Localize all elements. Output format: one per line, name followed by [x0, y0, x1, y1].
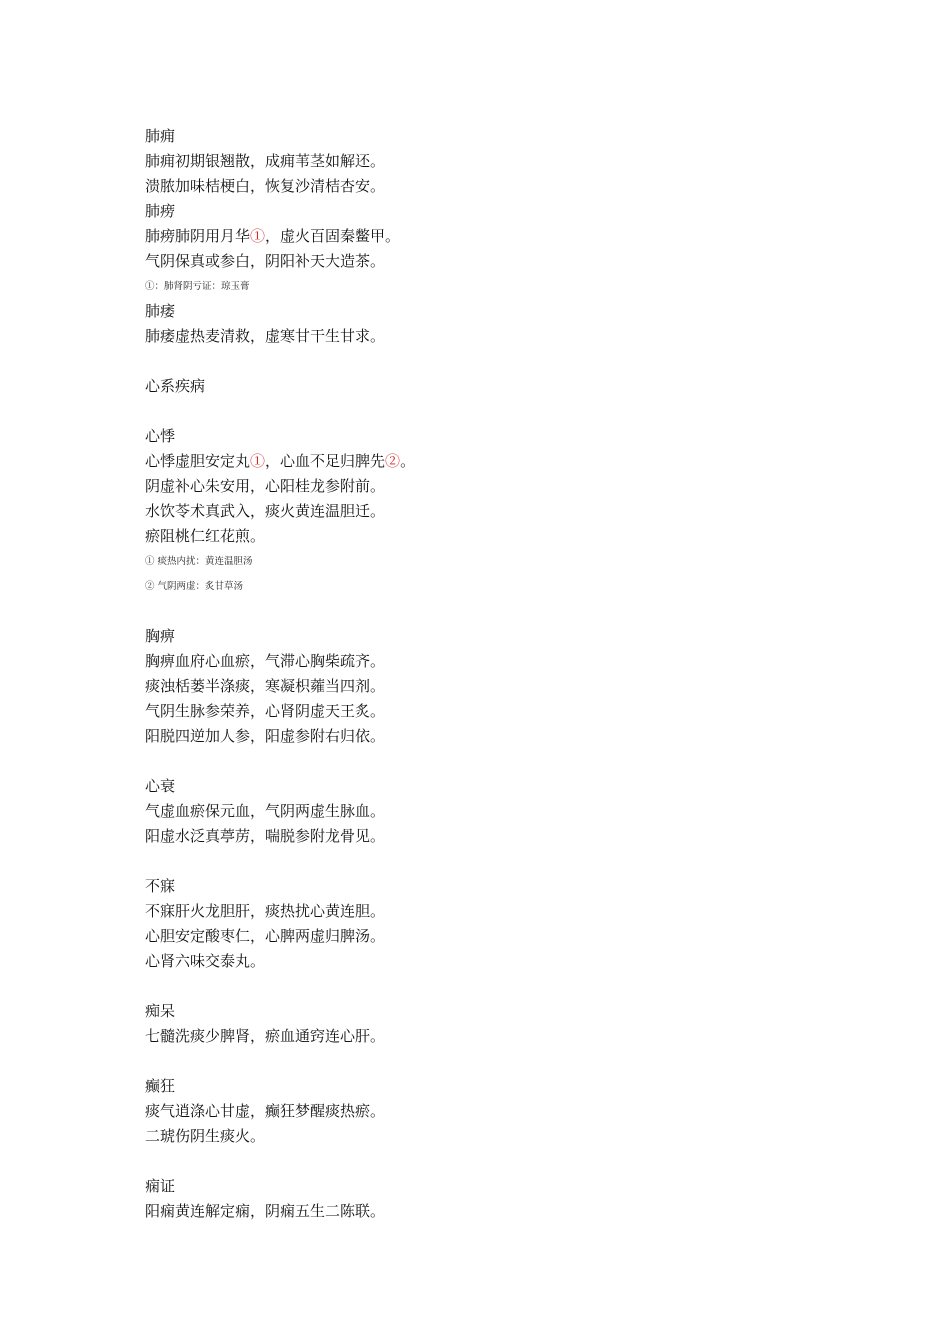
footnote: ② 气阴两虚：炙甘草汤 [145, 581, 244, 592]
verse-line: 心肾六味交泰丸。 [145, 952, 266, 970]
section-title-fei-yong: 肺痈 [145, 127, 176, 145]
verse-line: 肺痈初期银翘散，成痈苇茎如解还。 [145, 152, 386, 170]
verse-line: 不寐肝火龙胆肝，痰热扰心黄连胆。 [145, 902, 386, 920]
verse-line: 气虚血瘀保元血，气阴两虚生脉血。 [145, 802, 386, 820]
verse-line: 阳脱四逆加人参，阳虚参附右归依。 [145, 727, 386, 745]
verse-line: 痰气逍涤心甘虚，癫狂梦醒痰热瘀。 [145, 1102, 386, 1120]
verse-line: 七髓洗痰少脾肾，瘀血通窍连心肝。 [145, 1027, 386, 1045]
footnote-ref-2: ② [385, 452, 401, 470]
spacer [145, 1149, 845, 1174]
verse-line: 阳虚水泛真葶苈，喘脱参附龙骨见。 [145, 827, 386, 845]
verse-line [145, 224, 845, 249]
verse-text: 心悸虚胆安定丸 [145, 452, 251, 470]
section-title-xian-zheng: 痫证 [145, 1177, 176, 1195]
section-title-xin-shuai: 心衰 [145, 777, 176, 795]
footnote: ①：肺肾阴亏证：琼玉膏 [145, 281, 250, 292]
spacer [145, 349, 845, 374]
verse-line: 溃脓加味桔梗白，恢复沙清桔杏安。 [145, 177, 386, 195]
verse-line: 胸痹血府心血瘀，气滞心胸柴疏齐。 [145, 652, 386, 670]
verse-text: 肺痨肺阴用月华 [145, 227, 251, 245]
section-title-fei-lao: 肺痨 [145, 202, 176, 220]
section-title-chi-dai: 痴呆 [145, 1002, 176, 1020]
section-title-xiong-bi: 胸痹 [145, 627, 176, 645]
verse-line: 瘀阻桃仁红花煎。 [145, 527, 266, 545]
section-title-fei-wei: 肺痿 [145, 302, 176, 320]
section-title-xin-ji: 心悸 [145, 427, 176, 445]
spacer [145, 1049, 845, 1074]
footnote-ref-1: ① [250, 452, 266, 470]
verse-line [145, 449, 845, 474]
document-page [145, 124, 845, 1224]
verse-line: 阳痫黄连解定痫，阴痫五生二陈联。 [145, 1202, 386, 1220]
spacer [145, 399, 845, 424]
spacer [145, 749, 845, 774]
section-title-bu-mei: 不寐 [145, 877, 176, 895]
verse-line: 二琥伤阴生痰火。 [145, 1127, 266, 1145]
verse-line: 阴虚补心朱安用，心阳桂龙参附前。 [145, 477, 386, 495]
verse-line: 痰浊栝蒌半涤痰，寒凝枳蕹当四剂。 [145, 677, 386, 695]
footnote-ref-1: ① [250, 227, 266, 245]
footnote: ① 痰热内扰：黄连温胆汤 [145, 556, 253, 567]
spacer [145, 599, 845, 624]
verse-line: 肺痿虚热麦清救，虚寒甘干生甘求。 [145, 327, 386, 345]
section-title-dian-kuang: 癫狂 [145, 1077, 176, 1095]
verse-text: ，虚火百固秦鳖甲。 [265, 227, 401, 245]
verse-line: 水饮苓术真武入，痰火黄连温胆迁。 [145, 502, 386, 520]
spacer [145, 849, 845, 874]
verse-line: 气阴保真或参白，阴阳补天大造茶。 [145, 252, 386, 270]
chapter-heading-heart-system: 心系疾病 [145, 377, 206, 395]
spacer [145, 974, 845, 999]
verse-line: 气阴生脉参荣养，心肾阴虚天王炙。 [145, 702, 386, 720]
verse-text: 。 [400, 452, 416, 470]
verse-line: 心胆安定酸枣仁，心脾两虚归脾汤。 [145, 927, 386, 945]
verse-text: ，心血不足归脾先 [265, 452, 386, 470]
